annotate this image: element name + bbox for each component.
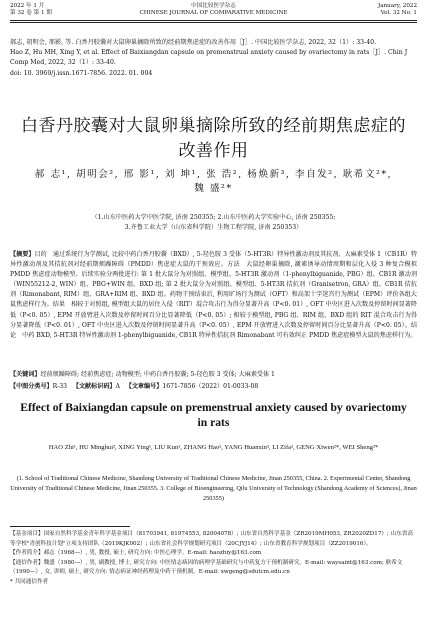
classification-line: 【中图分类号】R-33 【文献标识码】A 【文章编号】1671-7856（2022）01-0033-08 (10, 383, 259, 390)
affiliation-en: (1. School of Traditional Chinese Medicine, Shandong University of Traditional Chinese Medicine, Jinan 250355, China. 2. Experimental Center, Shandong University of Traditional Chinese Medicine, Jinan 250355. 3. College of Bioengineering, Qilu University of Technology (Shandong Academy of Sciences), Jinan 250355) (10, 475, 417, 502)
citation-doi: doi: 10. 3969/j.issn.1671-7856. 2022. 01. 004 (10, 69, 153, 77)
authors-cn: 郝 志¹, 胡明会², 邢 影¹, 刘 坤¹, 张 浩², 杨焕新³, 李自发², 耿希文²*, 魏 盛²* (34, 169, 393, 194)
footnote-funding: 【基金项目】国家自然科学基金青年科学基金项目（81703941, 81974553, 82004078）; 山东省自然科学基金（ZR2019MH053, ZR2020ZD17）; 山东省高等学校"青创科技计划"立项支持团队（2019KJK002）; 山东省社会科学规划研究项目（20CJYJ14）; 山东省教育科学规划项目（ZZ2019016）。 (10, 531, 414, 547)
citation-en: Hao Z, Hu MH, Xing Y, et al. Effect of Baixiangdan capsule on premenstrual anxiety caused by ovariectomy in rats［J］. Chin J Comp Med, 2022, 32（1）: 33-40. (10, 49, 408, 67)
header-issue: 2022 年 1 月 第 32 卷 第 1 期 (10, 3, 52, 16)
citation-block (10, 38, 417, 79)
footnote-co-corresponding: * 共同通信作者 (10, 578, 49, 585)
title-en: Effect of Baixiangdan capsule on premenstrual anxiety caused by ovariectomy in rats (20, 401, 407, 429)
header-journal: 中国比较医学杂志 CHINESE JOURNAL OF COMPARATIVE MEDICINE (139, 3, 288, 16)
header-rule (10, 20, 417, 21)
keywords-label: 【关键词】 (10, 371, 41, 378)
keywords-cn (10, 370, 417, 380)
abstract-text: 目的 通过系统行为学测试, 比较中药白香丹胶囊（BXD）, 5-羟色胺 3 受体（5-HT3R）特异性激动剂及其抗剂、大麻素受体 1（CB1R）特异性激动剂及其拮抗剂对经前期烦躁障碍（PMDD）焦虑症大鼠的干预效应。方法 大鼠经卵巢摘除, 激素诱导动情周期和层化入侵 3 种复合模拟 PMDD 焦虑症动物模型。后续实验分两批进行: 第 1 批大鼠分为对照组、模型组、5-HT3R 激动剂（1-phenylbiguanide, PBG）组、CB1R 激动剂（WIN55212-2, WIN）组、PBG+WIN 组、BXD 组; 第 2 批大鼠分为对照组、模型组、5-HT3R 拮抗剂（Granisetron, GRA）组、CB1R 拮抗剂（Rimonabant, RIM）组、GRA+RIM 组、BXD 组。药物干预结束后, 利用旷场行为测试（OFT）和高架十字迷宫行为测试（EPM）评价各组大鼠焦虑样行为。结果 相较于对照组, 模型组大鼠的居住入侵（RIT）混合攻击行为得分显著升高（P<0. 01）, OFT 中央区进入次数及停留时间显著降低（P<0. 05）, EPM 开放臂进入次数及停留时间百分比显著降低（P<0. 05）; 相较于模型组, PBG 组、RIM 组、BXD 组的 RIT 混合攻击行为得分显著降低（P<0. 01）, OFT 中央区进入次数及停留时间显著升高（P<0. 05）, EPM 开放臂进入次数及停留时间百分比显著升高（P<0. 05）。结论 中药 BXD, 5-HT3R 特异性激动剂 1-phenylbiguanide, CB1R 特异性拮抗剂 Rimonabant 可有效纠正 PMDD 焦虑症模型大鼠的焦虑样行为。 (10, 251, 417, 339)
header-volume: January, 2022 Vol. 32 No. 1 (378, 3, 417, 16)
footnote-corresponding: 【通信作者】魏盛（1980—）, 男, 副教授, 博士, 研究方向: 中医情志病因的病理学基础研究与中药复方干预机制研究。E-mail: waysaint@163.com; 耿希文（1990—）, 女, 讲师, 硕士, 研究方向: 情志病证神经药理及中药干预机制。E-mail: xwgeng@sdutcm.edu.cn (10, 559, 403, 575)
authors-en: HAO Zhi¹, HU Minghui², XING Ying¹, LIU Kun¹, ZHANG Hao², YANG Huanxin³, LI Zifa², GENG Xiwen²*, WEI Sheng²* (48, 444, 379, 451)
keywords-text: 经前烦躁障碍; 经前焦虑症; 动物模型; 中药白香丹胶囊; 5-羟色胺 3 受体; 大麻素受体 1 (40, 371, 275, 378)
footnote-author-bio: 【作者简介】郝志（1968—）, 男, 教授, 硕士, 研究方向: 中医心理学。E-mail: haozhiy@163.com (10, 550, 262, 556)
abstract-cn (10, 250, 417, 341)
header-rule-thin (10, 22, 417, 23)
title-cn: 白香丹胶囊对大鼠卵巢摘除所致的经前期焦虑症的改善作用 (21, 116, 406, 161)
footnote-rule (10, 526, 130, 527)
affiliation-cn: （1.山东中医药大学中医学院, 济南 250355; 2.山东中医药大学实验中心, 济南 250355; 3.齐鲁工业大学（山东省科学院）生物工程学院, 济南 250353） (91, 214, 336, 231)
abstract-label: 【摘要】 (10, 251, 35, 258)
citation-cn: 郝志, 胡明会, 邢影, 等. 白香丹胶囊对大鼠卵巢摘除所致的经前期焦虑症的改善作用［J］. 中国比较医学杂志, 2022, 32（1）: 33-40. (10, 39, 377, 46)
footnotes (10, 530, 417, 587)
